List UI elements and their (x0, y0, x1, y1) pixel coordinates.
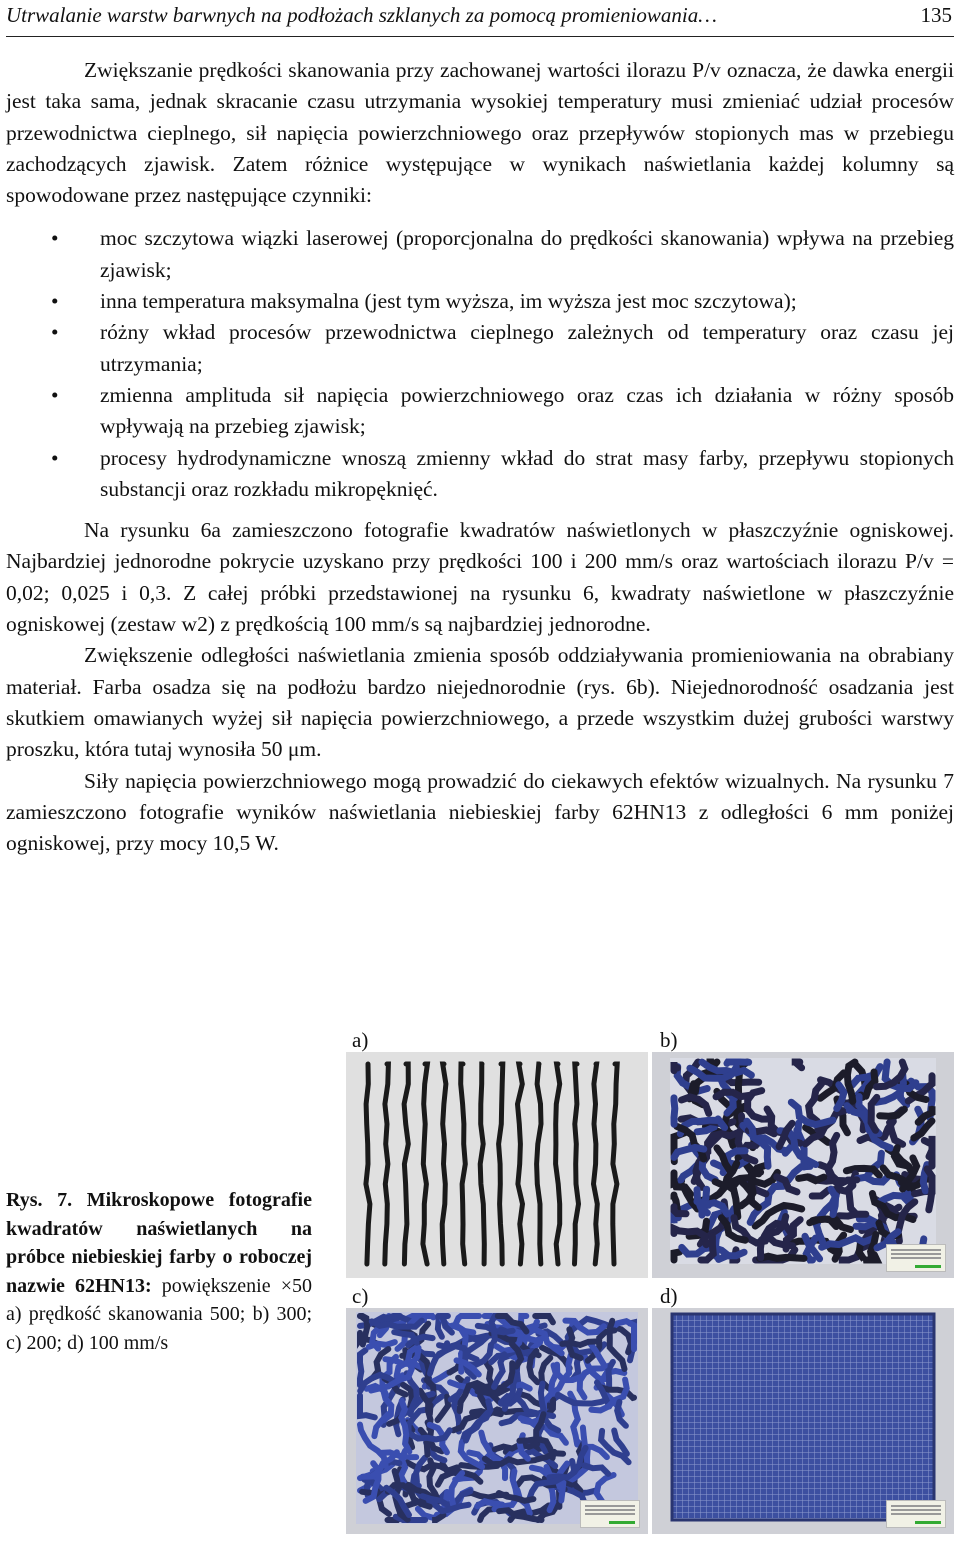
micrograph-c (346, 1308, 648, 1534)
scale-bar-icon (886, 1244, 946, 1272)
factor-list (6, 223, 954, 505)
scale-bar-icon (886, 1500, 946, 1528)
paragraph-2: Na rysunku 6a zamieszczono fotografie kwadratów naświetlonych w płaszczyźnie ogniskowej. Najbardziej jednorodne pokrycie uzyskano przy prędkości 100 i 200 mm/s oraz wartościach ilorazu P/v = 0,02; 0,025 i 0,3. Z całej próbki przedstawionej na rysunku 6, kwadraty naświetlone w płaszczyźnie ogniskowej (zestaw w2) z prędkością 100 mm/s są najbardziej jednorodne. (6, 518, 954, 637)
list-item: • procesy hydrodynamiczne wnoszą zmienny wkład do strat masy farby, przepływu stopionych substancji oraz rozkładu mikropęknięć. (6, 443, 954, 506)
list-item: • inna temperatura maksymalna (jest tym wyższa, im wyższa jest moc szczytowa); (6, 286, 954, 317)
caption-title: Rys. 7. Mikroskopowe fotografie kwadratów naświetlanych na próbce niebieskiej farby o roboczej nazwie 62HN13: (6, 1189, 312, 1297)
bullet-icon: • (51, 320, 59, 345)
running-title: Utrwalanie warstw barwnych na podłożach szklanych za pomocą promieniowania… (6, 3, 717, 27)
panel-label-a: a) (352, 1028, 369, 1052)
paragraph-3: Zwiększenie odległości naświetlania zmienia sposób oddziaływania promieniowania na obrabiany materiał. Farba osadza się na podłożu bardzo niejednorodnie (rys. 6b). Niejednorodność osadzania jest skutkiem omawianych wyżej sił napięcia powierzchniowego, a przede wszystkim dużej grubości warstwy proszku, która tutaj wynosiła 50 μm. (6, 643, 954, 762)
panel-label-d: d) (660, 1284, 678, 1308)
running-header (6, 0, 954, 37)
micrograph-d (652, 1308, 954, 1534)
micrograph-b (652, 1052, 954, 1278)
page-number: 135 (920, 3, 952, 27)
caption-details: powiększenie ×50 a) prędkość skanowania 500; b) 300; c) 200; d) 100 mm/s (6, 1274, 312, 1354)
micrograph-a-image (346, 1052, 648, 1278)
list-item: • moc szczytowa wiązki laserowej (proporcjonalna do prędkości skanowania) wpływa na przebieg zjawisk; (6, 223, 954, 286)
bullet-icon: • (51, 289, 59, 314)
panel-label-b: b) (660, 1028, 678, 1052)
list-item: • różny wkład procesów przewodnictwa cieplnego zależnych od temperatury oraz czasu jej utrzymania; (6, 317, 954, 380)
paragraph-1: Zwiększanie prędkości skanowania przy zachowanej wartości ilorazu P/v oznacza, że dawka energii jest taka sama, jednak skracanie czasu utrzymania wysokiej temperatury musi zmieniać udział procesów przewodnictwa cieplnego, sił napięcia powierzchniowego oraz przepływów stopionych mas w przebiegu zachodzących zjawisk. Zatem różnice występujące w wynikach naświetlania każdej kolumny są spowodowane przez następujące czynniki: (6, 58, 954, 208)
body-text (6, 55, 954, 859)
bullet-icon: • (51, 445, 59, 470)
bullet-icon: • (51, 382, 59, 407)
panel-label-c: c) (352, 1284, 369, 1308)
micrograph-a (346, 1052, 648, 1278)
paragraph-4: Siły napięcia powierzchniowego mogą prowadzić do ciekawych efektów wizualnych. Na rysunku 7 zamieszczono fotografie wyników naświetlania niebieskiej farby 62HN13 z odległości 6 mm poniżej ogniskowej, przy mocy 10,5 W. (6, 768, 954, 856)
bullet-icon: • (51, 226, 59, 251)
scale-bar-icon (580, 1500, 640, 1528)
list-item: • zmienna amplituda sił napięcia powierzchniowego oraz czas ich działania w różny sposób wpływają na przebieg zjawisk; (6, 380, 954, 443)
figure-caption (6, 1186, 312, 1357)
